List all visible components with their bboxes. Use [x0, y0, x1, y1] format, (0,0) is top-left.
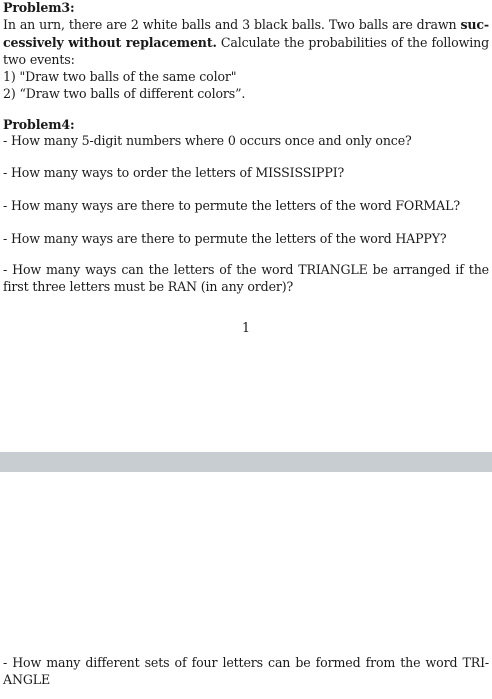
problem4-question-3: - How many ways are there to permute the letters of the word FORMAL?: [3, 198, 460, 213]
problem4-question-5-line-2: first three letters must be RAN (in any order)?: [3, 279, 294, 294]
problem4-question-5-line-1: - How many ways can the letters of the word TRIANGLE be arranged if the: [3, 262, 489, 277]
problem3-heading: Problem3:: [3, 0, 75, 15]
problem4-question-4: - How many ways are there to permute the letters of the word HAPPY?: [3, 231, 447, 246]
page-separator: [0, 452, 492, 472]
problem3-text-line-1-bold: suc-: [460, 17, 489, 32]
problem3-text-line-2-part-b: Calculate the probabilities of the following: [216, 35, 489, 50]
problem3-text-line-3: two events:: [3, 52, 75, 67]
problem3-text-line-1-part-a: In an urn, there are 2 white balls and 3 black balls. Two balls are drawn: [3, 17, 461, 32]
problem3-text-line-2: [3, 35, 489, 51]
problem3-text-line-2-bold: cessively without replacement.: [3, 35, 217, 50]
problem4-heading: Problem4:: [3, 117, 75, 132]
document-page-2: [0, 472, 492, 699]
problem4-question-2: - How many ways to order the letters of MISSISSIPPI?: [3, 165, 345, 180]
problem4-question-6-line-2: ANGLE: [3, 672, 50, 687]
page-number: 1: [241, 320, 250, 335]
problem3-event-1: 1) "Draw two balls of the same color": [3, 69, 237, 84]
problem3-event-2: 2) “Draw two balls of different colors”.: [3, 86, 246, 101]
problem3-text-line-1: [3, 17, 489, 33]
problem4-question-1: - How many 5-digit numbers where 0 occurs once and only once?: [3, 133, 412, 148]
problem4-question-6-line-1: - How many different sets of four letters can be formed from the word TRI-: [3, 655, 489, 670]
